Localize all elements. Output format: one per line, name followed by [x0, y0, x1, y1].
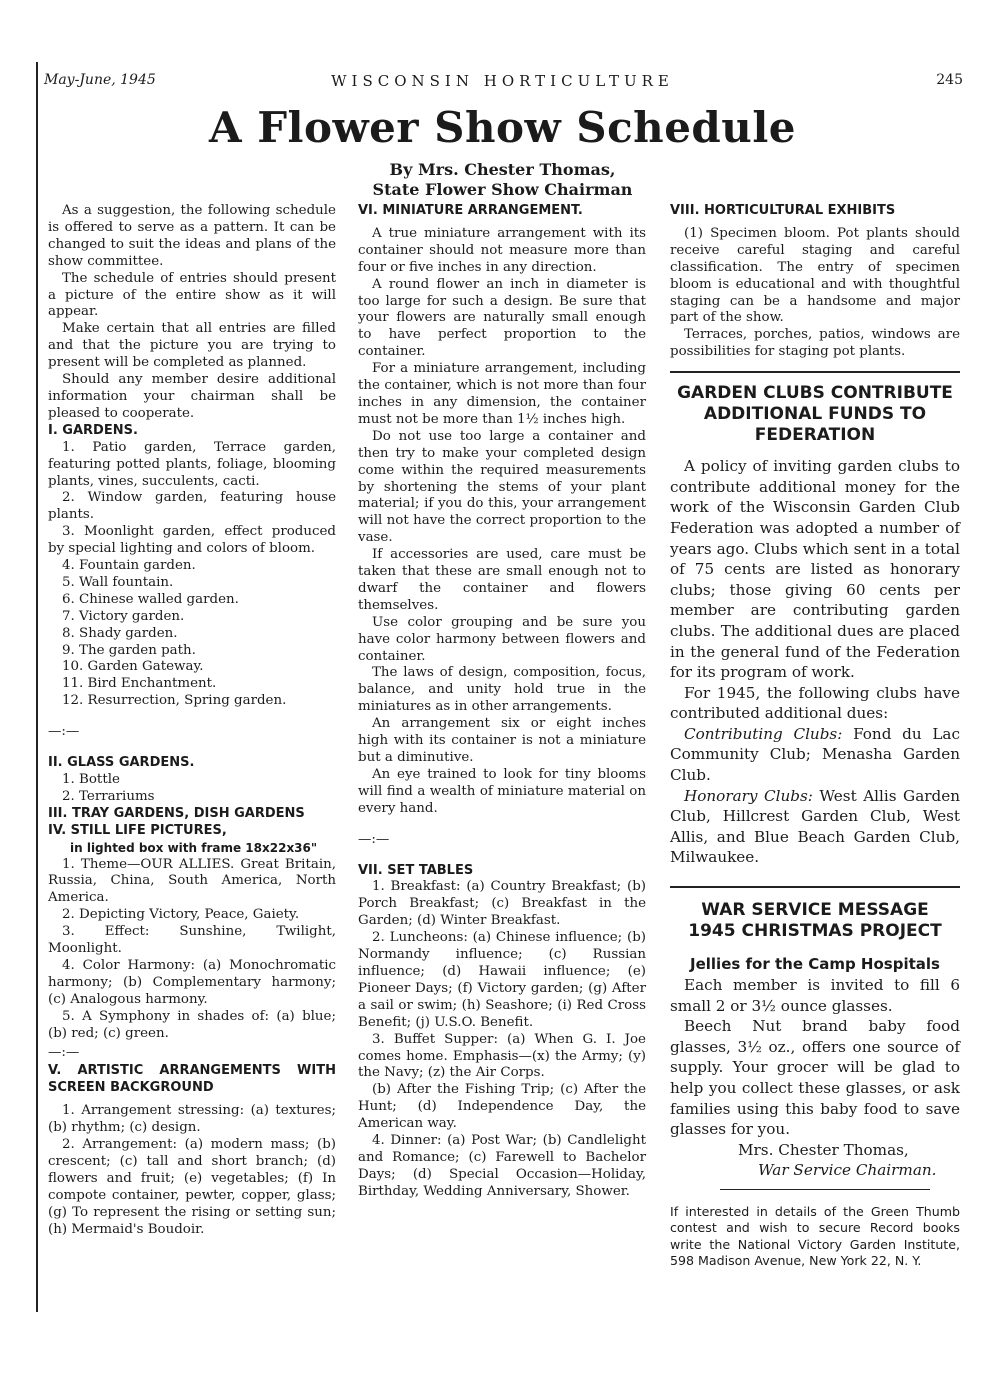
paragraph: Beech Nut brand baby food glasses, 3½ oz., offers one source of supply. Your grocer will be glad to help you collect these glasses, or ask families using this baby food to save glasses for you.: [670, 1017, 960, 1139]
paragraph: The laws of design, composition, focus, balance, and unity hold true in the miniatures as in other arrangements.: [358, 665, 646, 715]
war-service-headline: [670, 900, 960, 942]
paragraph: Use color grouping and be sure you have color harmony between flowers and container.: [358, 614, 646, 664]
section-heading-miniature: VI. MINIATURE ARRANGEMENT.: [358, 203, 583, 218]
list-item: 5. A Symphony in shades of: (a) blue; (b) red; (c) green.: [48, 1008, 336, 1041]
paragraph: For a miniature arrangement, including the container, which is not more than four inches in any dimension, the container must not be more than 1½ inches high.: [358, 361, 646, 427]
list-item: 6. Chinese walled garden.: [62, 591, 239, 607]
signature-title: War Service Chairman.: [758, 1161, 937, 1180]
paragraph: [670, 786, 960, 868]
war-service-article: [670, 975, 960, 1181]
funds-headline: GARDEN CLUBS CONTRIBUTE ADDITIONAL FUNDS TO FEDERATION: [677, 383, 953, 446]
list-item: 3. Buffet Supper: (a) When G. I. Joe comes home. Emphasis—(x) the Army; (y) the Navy; (z) the Air Corps.: [358, 1031, 646, 1081]
intro-paragraph: Make certain that all entries are filled and that the picture you are trying to present will be completed as planned.: [48, 321, 336, 371]
section-heading-tray: III. TRAY GARDENS, DISH GARDENS: [48, 805, 305, 821]
list-item: 1. Patio garden, Terrace garden, featuring potted plants, foliage, blooming plants, vines, succulents, cacti.: [48, 439, 336, 489]
list-item: 10. Garden Gateway.: [62, 659, 204, 675]
funds-article: [670, 456, 960, 868]
byline: [0, 160, 1005, 200]
section-subheading: in lighted box with frame 18x22x36": [70, 840, 318, 855]
list-item: 12. Resurrection, Spring garden.: [62, 693, 287, 709]
contributing-label: Contributing Clubs:: [684, 724, 843, 743]
issue-date: May-June, 1945: [44, 72, 156, 88]
green-thumb-note: If interested in details of the Green Thumb contest and wish to secure Record books write the National Victory Garden Institute, 598 Madison Avenue, New York 22, N. Y.: [670, 1203, 960, 1269]
intro-paragraph: As a suggestion, the following schedule is offered to serve as a pattern. It can be changed to suit the ideas and plans of the show committee.: [48, 203, 336, 269]
jellies-headline: Jellies for the Camp Hospitals: [690, 955, 940, 974]
list-item: 2. Depicting Victory, Peace, Gaiety.: [62, 907, 300, 923]
christmas-project-title: 1945 CHRISTMAS PROJECT: [688, 921, 942, 942]
list-item: 8. Shady garden.: [62, 625, 178, 641]
paragraph: If accessories are used, care must be taken that these are small enough not to dwarf the container and flowers themselves.: [358, 547, 646, 613]
list-item: 5. Wall fountain.: [62, 574, 174, 590]
section-separator: —:—: [48, 724, 80, 740]
section-heading-artistic: V. ARTISTIC ARRANGEMENTS WITH SCREEN BACKGROUND: [48, 1063, 336, 1096]
column-right: [670, 203, 960, 1270]
paragraph: Each member is invited to fill 6 small 2 or 3½ ounce glasses.: [670, 976, 960, 1015]
paragraph: An eye trained to look for tiny blooms will find a wealth of miniature material on every hand.: [358, 766, 646, 816]
section-heading-gardens: I. GARDENS.: [48, 422, 138, 438]
paragraph: A round flower an inch in diameter is too large for such a design. Be sure that your flowers are naturally small enough to have perfect proportion to the container.: [358, 276, 646, 360]
section-separator: —:—: [358, 831, 390, 847]
list-item: 1. Bottle: [62, 772, 120, 787]
list-item: 1. Arrangement stressing: (a) textures; (b) rhythm; (c) design.: [48, 1103, 336, 1136]
list-item: 1. Breakfast: (a) Country Breakfast; (b) Porch Breakfast; (c) Breakfast in the Garden; (d) Winter Breakfast.: [358, 879, 646, 929]
divider: [670, 371, 960, 373]
list-item: 2. Window garden, featuring house plants.: [48, 490, 336, 523]
paragraph: A policy of inviting garden clubs to contribute additional money for the work of the Wisconsin Garden Club Federation was adopted a number of years ago. Clubs which sent in a total of 75 cents are listed as honorary clubs; those giving 60 cents per member are contributing garden clubs. The additional dues are placed in the general fund of the Federation for its program of work.: [670, 457, 960, 682]
short-divider: [720, 1189, 930, 1190]
list-item: 2. Arrangement: (a) modern mass; (b) crescent; (c) tall and short branch; (d) flowers and fruit; (e) vegetables; (f) In compote container, pewter, copper, glass; (g) To represent the rising or setting sun; (h) Mermaid's Boudoir.: [48, 1137, 336, 1237]
list-item: 1. Theme—OUR ALLIES. Great Britain, Russia, China, South America, North America.: [48, 856, 336, 906]
paragraph: For 1945, the following clubs have contributed additional dues:: [670, 683, 960, 723]
section-heading-horticultural: VIII. HORTICULTURAL EXHIBITS: [670, 203, 896, 218]
byline-role: State Flower Show Chairman: [372, 180, 633, 199]
signature-name: Mrs. Chester Thomas,: [738, 1140, 909, 1159]
page-number: 245: [936, 72, 963, 88]
list-item: 2. Terrariums: [62, 788, 155, 804]
article-title: A Flower Show Schedule: [208, 103, 797, 152]
list-item: 4. Dinner: (a) Post War; (b) Candlelight and Romance; (c) Farewell to Bachelor Days; (d) Special Occasion—Holiday, Birthday, Wedding Anniversary, Shower.: [358, 1133, 646, 1199]
list-item: (b) After the Fishing Trip; (c) After the Hunt; (d) Independence Day, the American way.: [358, 1082, 646, 1132]
divider: [670, 886, 960, 888]
list-item: 4. Color Harmony: (a) Monochromatic harmony; (b) Complementary harmony; (c) Analogous harmony.: [48, 957, 336, 1007]
list-item: 3. Moonlight garden, effect produced by special lighting and colors of bloom.: [48, 524, 336, 557]
paragraph: A true miniature arrangement with its container should not measure more than four or five inches in any direction.: [358, 225, 646, 275]
list-item: 11. Bird Enchantment.: [62, 676, 217, 692]
paragraph: Do not use too large a container and then try to make your completed design come within the required measurements by shortening the stems of your plant material; if you do this, your arrangement will not have the correct proportion to the vase.: [358, 428, 646, 546]
list-item: 3. Effect: Sunshine, Twilight, Moonlight.: [48, 924, 336, 957]
paragraph: Terraces, porches, patios, windows are possibilities for staging pot plants.: [670, 327, 960, 360]
paragraph: [670, 724, 960, 786]
list-item: 4. Fountain garden.: [62, 558, 196, 574]
honorary-clubs: West Allis Garden Club, Hillcrest Garden Club, West Allis, and Blue Beach Garden Club, Milwaukee.: [670, 786, 960, 867]
honorary-label: Honorary Clubs:: [684, 786, 813, 805]
magazine-title: WISCONSIN HORTICULTURE: [331, 72, 674, 90]
intro-paragraph: Should any member desire additional information your chairman shall be pleased to cooperate.: [48, 372, 336, 421]
intro-paragraph: The schedule of entries should present a picture of the entire show as it will appear.: [48, 270, 336, 320]
section-heading-glass: II. GLASS GARDENS.: [48, 755, 195, 771]
section-heading-set-tables: VII. SET TABLES: [358, 862, 474, 878]
list-item: 2. Luncheons: (a) Chinese influence; (b) Normandy influence; (c) Russian influence; (d) Hawaii influence; (e) Pioneer Days; (f) Victory garden; (g) After a sail or swim; (h) Seashore; (i) Red Cross Benefit; (j) U.S.O. Benefit.: [358, 930, 646, 1030]
paragraph: (1) Specimen bloom. Pot plants should receive careful staging and careful classification. The entry of specimen bloom is educational and with thoughtful staging can be a handsome and major part of the show.: [670, 225, 960, 326]
section-separator: —:—: [48, 1044, 80, 1060]
war-service-title: WAR SERVICE MESSAGE: [701, 900, 929, 921]
byline-author: By Mrs. Chester Thomas,: [389, 160, 616, 179]
list-item: 7. Victory garden.: [62, 608, 185, 624]
column-middle: [358, 203, 646, 1201]
left-margin-rule: [36, 62, 38, 1312]
column-left: [48, 203, 336, 1238]
list-item: 9. The garden path.: [62, 642, 196, 658]
contributing-clubs: Fond du Lac Community Club; Menasha Garden Club.: [670, 724, 960, 785]
section-heading-still-life: IV. STILL LIFE PICTURES,: [48, 822, 227, 838]
paragraph: An arrangement six or eight inches high with its container is not a miniature but a diminutive.: [358, 716, 646, 765]
